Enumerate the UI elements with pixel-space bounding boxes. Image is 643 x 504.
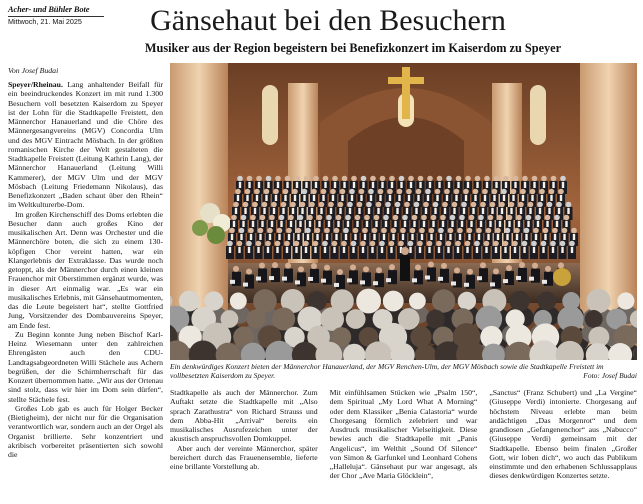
text-column-3 (330, 388, 478, 500)
article-text-column (8, 80, 163, 500)
body-paragraph: Großes Lob gab es auch für Holger Becker (Bietigheim), der nicht nur für die Organisation verantwortlich war, sondern auch an der Orgel als Organist brillierte. Sehr konzentriert und akribisch vorbereitet präsentierten sich sowohl die (8, 403, 163, 459)
lead-paragraph (8, 80, 163, 210)
body-paragraph: Aber auch der vereinte Männerchor, später bereichert durch das Frauenensemble, lieferte eine brillante Vorstellung ab. (170, 443, 318, 471)
article-bottom-columns (170, 388, 637, 500)
concert-photo (170, 63, 637, 360)
body-paragraph: Zu Beginn konnte Jung neben Bischof Karl-Heinz Wiesemann unter den zahlreichen Ehrengästen auch den CDU-Landtagsabgeordneten Willi Stächele aus Achern begrüßen, der die Schirmherrschaft für das Konzert übernommen hatte. „Wir aus der Ortenau sind stolz, dass wir hier im Dom sein dürfen“, stellte Stächele fest. (8, 329, 163, 404)
body-paragraph: Im großen Kirchenschiff des Doms erlebten die Besucher dann auch großes Kino der musikalischen Art. Denn was Orchester und die Männerchöre boten, die sich zu einem 130-köpfigen Chor vereint hatten, war ein Klangerlebnis der Extraklasse. Das wurde noch getoppt, als der Männerchor durch einen kleinen Frauenchor mit Oberstimmen ergänzt wurde, was in dieser Art einmalig war. „Es war ein musikalisches Erlebnis, mit Gänsehautmomenten, das die Leute begeistert hat“, stellte Gottfried Jung, Vorsitzender des Dombauvereins Speyer, am Ende fest. (8, 209, 163, 330)
body-paragraph: „Sanctus“ (Franz Schubert) und „La Vergine“ (Giuseppe Verdi) intonierte. Chorgesang auf höchstem Niveau erlebte man beim andächtigen „Das Morgenrot“ und dem grandiosen „Gefangenenchor“ aus „Nabucco“ (Giuseppe Verdi) gemeinsam mit der Stadtkapelle. Ebenso beim finalen „Großer Gott, wir loben dich“, wo auch das Publikum einstimmte und den erhabenen Schlussapplaus dieses denkwürdigen Konzertes setzte. (489, 388, 637, 481)
article-headline: Gänsehaut bei den Besuchern (150, 4, 506, 37)
body-paragraph: Stadtkapelle als auch der Männerchor. Zum Auftakt setzte die Stadtkapelle mit „Also sprach Zarathustra“ von Richard Strauss und dem Abba-Hit „Arrival“ bereits ein musikalisches Ausrufezeichen unter der akustisch anspruchsvollen Domkuppel. (170, 388, 318, 444)
issue-date: Mittwoch, 21. Mai 2025 (8, 17, 82, 26)
text-column-4 (489, 388, 637, 500)
newspaper-name: Acher- und Bühler Bote (8, 5, 104, 17)
byline: Von Josef Budai (8, 66, 59, 75)
left-window (262, 85, 278, 145)
article-subheadline: Musiker aus der Region begeistern bei Benefizkonzert im Kaiserdom zu Speyer (144, 41, 562, 55)
caption-text: Ein denkwürdiges Konzert bieten der Männerchor Hanauerland, der MGV Renchen-Ulm, der MGV Mösbach sowie die Stadtkapelle Freistett im vollbesetzten Kaiserdom zu Speyer. (170, 362, 604, 380)
tuba-icon (553, 268, 571, 286)
conductor (400, 247, 410, 281)
text-column-2 (170, 388, 318, 500)
lead-text: Lang anhaltender Beifall für ein beeindruckendes Konzert im mit rund 1.300 Besuchern voll besetzten Kaiserdom zu Speyer ist der Lohn für die Stadtkapelle Freistett, den Männerchor Hanauerland und die Chöre des Männergesangvereins (MGV) Concordia Ulm und des MGV Eintracht Mösbach. In der größten romanischen Kirche der Welt gestalteten die Stadtkapelle Freistett (Leitung Kathrin Lang), der Männerchor Hanauerland (Leitung Willi Kammerer), der MGV Ulm und der MGV Mösbach (Leitung Friedemann Nikolaus), das Benefizkonzert „Baden schaut über den Rhein“ im Weltkulturerbe-Dom. (8, 80, 163, 210)
body-paragraph: Mit einfühlsamen Stücken wie „Psalm 150“, dem Spiritual „My Lord What A Morning“ oder dem Klassiker „Benia Calastoria“ wurde Chorgesang förmlich zelebriert und war Ausdruck musikalischer Vielseitigkeit. Diese bewies auch die Stadtkapelle mit „Panis Angelicus“, im Welthit „Sound Of Silence“ von Simon & Garfunkel und Leonhard Cohens „Halleluja“. Gänsehaut pur war angesagt, als der Chor „Ave Maria Glöcklein“, (329, 388, 478, 481)
photo-credit: Foto: Josef Budai (583, 371, 637, 380)
masthead (8, 5, 104, 27)
photo-caption (170, 362, 637, 380)
cathedral-concert-image (170, 63, 637, 360)
right-window (530, 85, 546, 145)
dateline: Speyer/Rheinau. (8, 80, 63, 89)
